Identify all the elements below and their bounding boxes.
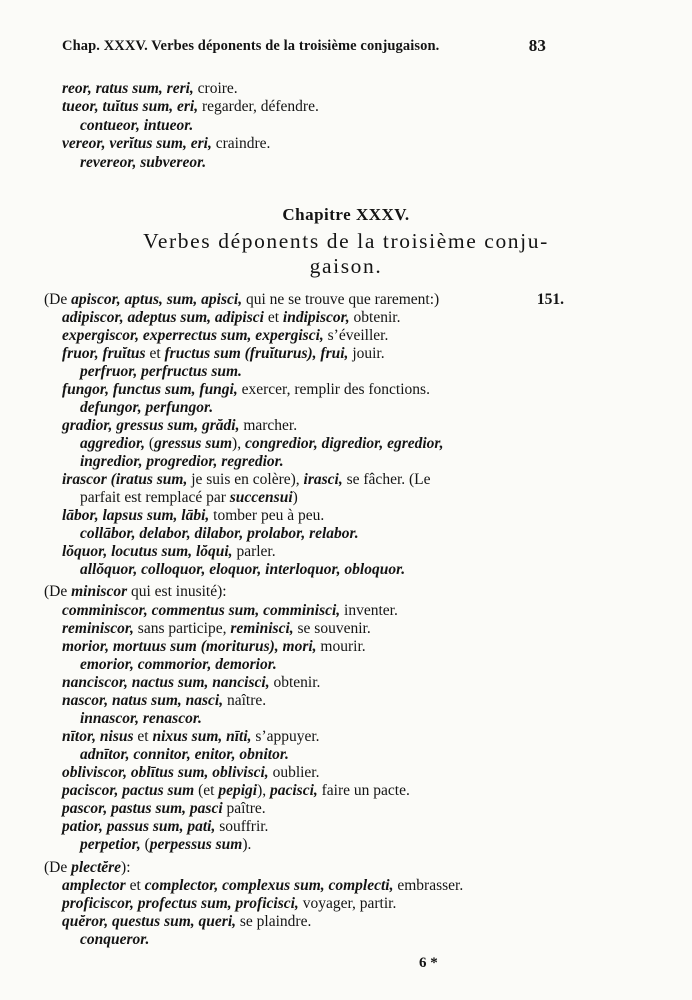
chapter-title-line-1: Verbes déponents de la troisième conju- (143, 229, 549, 253)
text-line: nītor, nisus et nixus sum, nīti, s’appuyer. (62, 728, 320, 745)
section-number: 151. (536, 291, 564, 308)
text-line: (De miniscor qui est inusité): (44, 583, 227, 600)
text-line: adipiscor, adeptus sum, adipisci et indipiscor, obtenir. (62, 309, 401, 326)
text-line: allŏquor, colloquor, eloquor, interloquor, obloquor. (80, 561, 406, 578)
text-line: (De plectĕre): (44, 859, 131, 876)
text-line: irascor (iratus sum, je suis en colère), irasci, se fâcher. (Le (62, 471, 431, 488)
text-line: obliviscor, oblītus sum, oblivisci, oublier. (62, 764, 320, 781)
chapter-label: Chapitre XXXV. (282, 205, 410, 224)
text-line: lŏquor, locutus sum, lŏqui, parler. (62, 543, 276, 560)
text-line: paciscor, pactus sum (et pepigi), pacisci, faire un pacte. (62, 782, 410, 799)
running-header (62, 38, 546, 55)
page-number: 83 (528, 36, 546, 55)
running-title: Chap. XXXV. Verbes déponents de la troisième conjugaison. (62, 38, 440, 54)
text-line: morior, mortuus sum (moriturus), mori, mourir. (62, 638, 366, 655)
text-line: comminiscor, commentus sum, comminisci, inventer. (62, 602, 398, 619)
text-line: expergiscor, experrectus sum, expergisci, s’éveiller. (62, 327, 389, 344)
text-line: emorior, commorior, demorior. (80, 656, 277, 673)
text-line: reor, ratus sum, reri, croire. (62, 80, 238, 97)
text-line: conqueror. (80, 931, 150, 948)
text-line: proficiscor, profectus sum, proficisci, voyager, partir. (62, 895, 397, 912)
text-line: vereor, verĭtus sum, eri, craindre. (62, 135, 271, 152)
printer-signature: 6 * (419, 955, 438, 971)
text-line: collābor, delabor, dilabor, prolabor, relabor. (80, 525, 359, 542)
text-line: nascor, natus sum, nasci, naître. (62, 692, 267, 709)
text-line: pascor, pastus sum, pasci paître. (62, 800, 266, 817)
text-line: nanciscor, nactus sum, nancisci, obtenir. (62, 674, 321, 691)
text-line: (De apiscor, aptus, sum, apisci, qui ne se trouve que rarement:) (44, 291, 440, 308)
text-line: parfait est remplacé par succensui) (80, 489, 298, 506)
text-line: contueor, intueor. (80, 117, 194, 134)
text-line: reminiscor, sans participe, reminisci, se souvenir. (62, 620, 371, 637)
text-line: adnītor, connitor, enitor, obnitor. (80, 746, 289, 763)
text-line: fruor, fruĭtus et fructus sum (fruĭturus), frui, jouir. (62, 345, 385, 362)
text-line: ingredior, progredior, regredior. (80, 453, 284, 470)
text-line: gradior, gressus sum, grădi, marcher. (62, 417, 298, 434)
chapter-title-line-2: gaison. (309, 254, 383, 278)
text-line: amplector et complector, complexus sum, complecti, embrasser. (62, 877, 464, 894)
text-line: innascor, renascor. (80, 710, 202, 727)
text-line: patior, passus sum, pati, souffrir. (62, 818, 269, 835)
text-line: defungor, perfungor. (80, 399, 214, 416)
text-line: perfruor, perfructus sum. (80, 363, 242, 380)
text-line: revereor, subvereor. (80, 154, 207, 171)
text-line: perpetior, (perpessus sum). (80, 836, 252, 853)
text-line: quĕror, questus sum, queri, se plaindre. (62, 913, 312, 930)
text-line: aggredior, (gressus sum), congredior, digredior, egredior, (80, 435, 444, 452)
text-line: lābor, lapsus sum, lābi, tomber peu à peu. (62, 507, 325, 524)
text-line: fungor, functus sum, fungi, exercer, remplir des fonctions. (62, 381, 430, 398)
text-line: tueor, tuĭtus sum, eri, regarder, défendre. (62, 98, 319, 115)
